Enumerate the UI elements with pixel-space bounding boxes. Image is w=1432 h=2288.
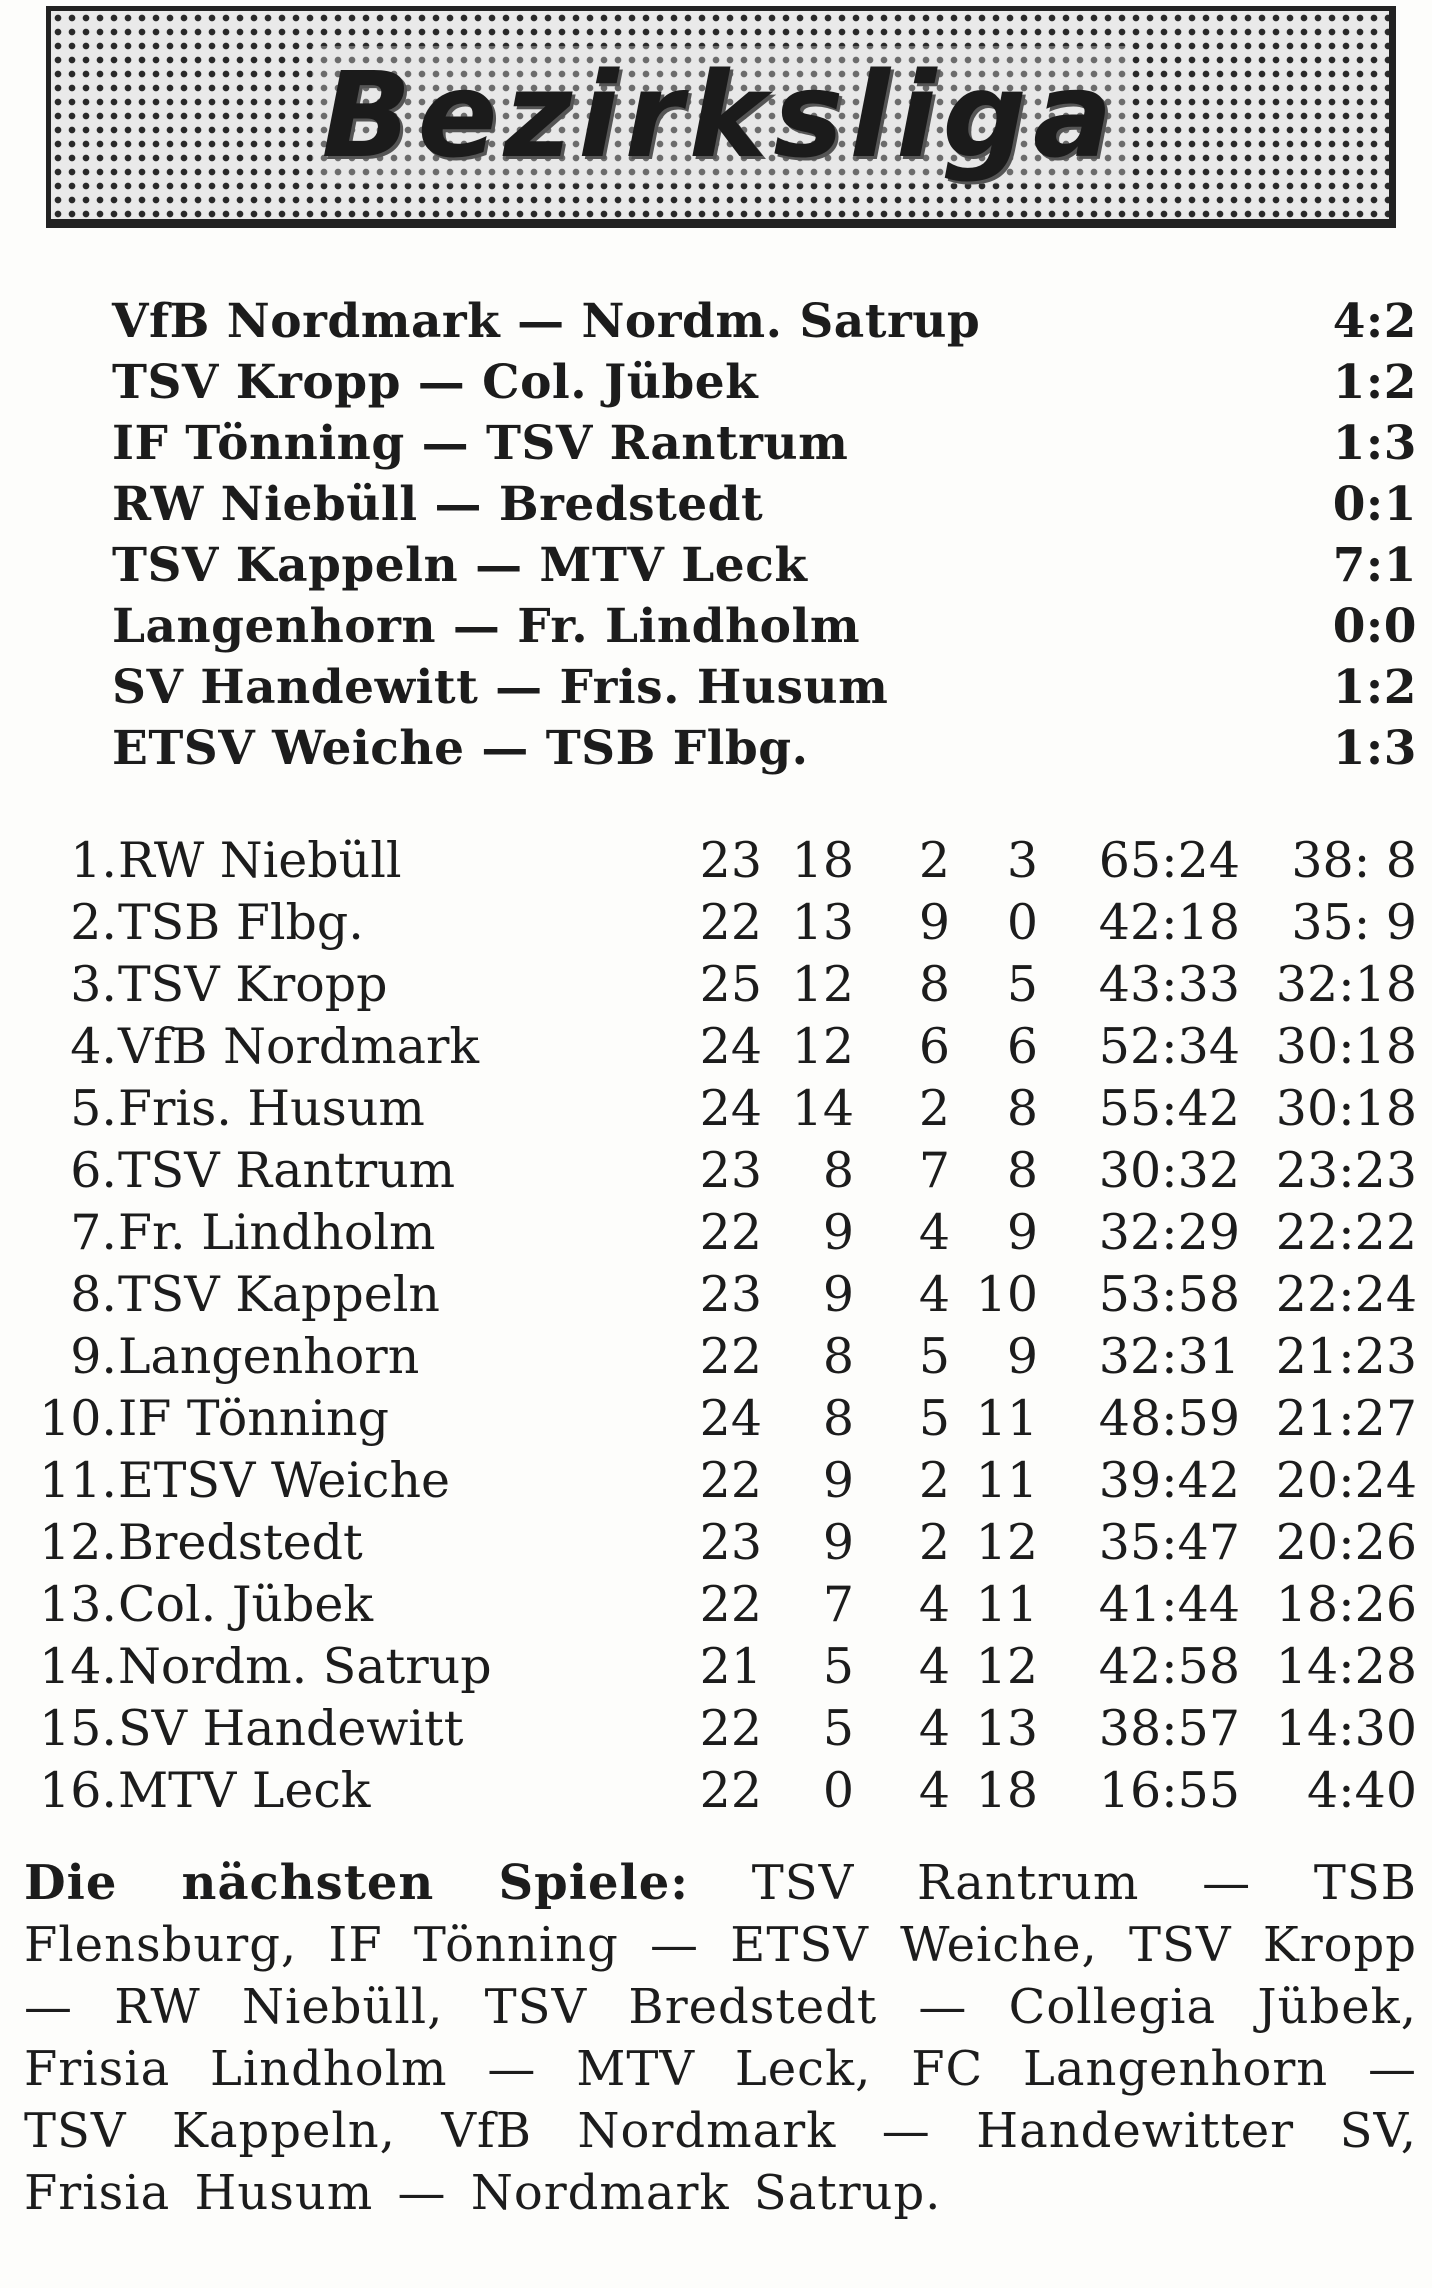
standings-row [22, 1328, 1417, 1390]
standing-wins: 9 [822, 1514, 854, 1571]
standing-team: RW Niebüll [118, 832, 402, 889]
standings-row [22, 956, 1417, 1018]
standing-points: 14:30 [1275, 1700, 1417, 1757]
standing-team: ETSV Weiche [118, 1452, 451, 1509]
standing-rank: 4. [70, 1018, 117, 1075]
standing-losses: 11 [975, 1576, 1038, 1633]
standing-points: 32:18 [1275, 956, 1417, 1013]
standing-losses: 8 [1006, 1142, 1038, 1199]
next-games-text: TSV Rantrum — TSB Flensburg, IF Tönning — ETSV Weiche, TSV Kropp — RW Niebüll, TSV Bredstedt — Collegia Jübek, Frisia Lindholm — MTV Leck, FC Langenhorn — TSV Kappeln, VfB Nordmark — Handewitter SV, Frisia Husum — Nordmark Satrup. [24, 1855, 1417, 2221]
standing-points: 22:24 [1275, 1266, 1417, 1323]
result-score: 1:2 [1332, 660, 1417, 715]
standings-row [22, 1018, 1417, 1080]
standing-losses: 11 [975, 1390, 1038, 1447]
standing-losses: 10 [975, 1266, 1038, 1323]
standing-draws: 4 [918, 1638, 950, 1695]
standing-draws: 2 [918, 1080, 950, 1137]
standing-losses: 18 [975, 1762, 1038, 1819]
standing-wins: 8 [822, 1142, 854, 1199]
standings-row [22, 1266, 1417, 1328]
standing-team: TSV Rantrum [118, 1142, 456, 1199]
standing-rank: 13. [39, 1576, 117, 1633]
standing-games: 23 [699, 832, 762, 889]
standing-rank: 14. [39, 1638, 117, 1695]
standing-goals: 16:55 [1098, 1762, 1240, 1819]
standing-goals: 30:32 [1098, 1142, 1240, 1199]
standing-games: 24 [699, 1018, 762, 1075]
standing-team: Fris. Husum [118, 1080, 425, 1137]
result-match: ETSV Weiche — TSB Flbg. [112, 721, 809, 776]
standing-rank: 8. [70, 1266, 117, 1323]
standing-rank: 11. [39, 1452, 117, 1509]
standing-goals: 55:42 [1098, 1080, 1240, 1137]
standing-games: 22 [699, 1328, 762, 1385]
standing-games: 22 [699, 1452, 762, 1509]
standing-points: 38: 8 [1291, 832, 1417, 889]
standing-goals: 41:44 [1098, 1576, 1240, 1633]
standing-games: 24 [699, 1390, 762, 1447]
standing-points: 14:28 [1275, 1638, 1417, 1695]
standing-goals: 48:59 [1098, 1390, 1240, 1447]
standing-points: 18:26 [1275, 1576, 1417, 1633]
standing-losses: 9 [1006, 1328, 1038, 1385]
standing-wins: 13 [791, 894, 854, 951]
standing-points: 30:18 [1275, 1080, 1417, 1137]
standing-points: 20:24 [1275, 1452, 1417, 1509]
standing-losses: 5 [1006, 956, 1038, 1013]
standing-points: 4:40 [1306, 1762, 1417, 1819]
standing-losses: 12 [975, 1514, 1038, 1571]
next-games-heading: Die nächsten Spiele: [24, 1855, 689, 1911]
standing-wins: 9 [822, 1266, 854, 1323]
standings-row [22, 1576, 1417, 1638]
standing-wins: 5 [822, 1700, 854, 1757]
standing-points: 21:23 [1275, 1328, 1417, 1385]
standing-draws: 8 [918, 956, 950, 1013]
standing-draws: 2 [918, 832, 950, 889]
standing-points: 35: 9 [1291, 894, 1417, 951]
standing-points: 21:27 [1275, 1390, 1417, 1447]
standing-games: 24 [699, 1080, 762, 1137]
standings-row [22, 1638, 1417, 1700]
result-row [112, 416, 1417, 477]
result-score: 0:1 [1332, 477, 1417, 532]
standing-rank: 5. [70, 1080, 117, 1137]
standing-rank: 9. [70, 1328, 117, 1385]
standing-goals: 42:18 [1098, 894, 1240, 951]
standing-rank: 10. [39, 1390, 117, 1447]
standing-rank: 3. [70, 956, 117, 1013]
standing-games: 22 [699, 1762, 762, 1819]
result-row [112, 538, 1417, 599]
result-score: 4:2 [1332, 294, 1417, 349]
standing-team: TSV Kropp [118, 956, 388, 1013]
standing-draws: 7 [918, 1142, 950, 1199]
standing-team: Langenhorn [118, 1328, 420, 1385]
standing-wins: 5 [822, 1638, 854, 1695]
standing-team: Col. Jübek [118, 1576, 374, 1633]
standing-wins: 9 [822, 1452, 854, 1509]
standing-team: Bredstedt [118, 1514, 363, 1571]
standing-wins: 7 [822, 1576, 854, 1633]
standing-draws: 5 [918, 1328, 950, 1385]
standing-goals: 42:58 [1098, 1638, 1240, 1695]
standings-row [22, 1514, 1417, 1576]
standing-losses: 9 [1006, 1204, 1038, 1261]
standing-goals: 32:31 [1098, 1328, 1240, 1385]
standing-draws: 4 [918, 1700, 950, 1757]
standings-row [22, 1390, 1417, 1452]
result-score: 1:3 [1332, 721, 1417, 776]
result-match: TSV Kappeln — MTV Leck [112, 538, 808, 593]
standing-wins: 0 [822, 1762, 854, 1819]
standing-games: 23 [699, 1266, 762, 1323]
standing-games: 23 [699, 1514, 762, 1571]
result-score: 7:1 [1332, 538, 1417, 593]
standing-team: Fr. Lindholm [118, 1204, 436, 1261]
result-match: IF Tönning — TSV Rantrum [112, 416, 849, 471]
result-row [112, 355, 1417, 416]
standing-goals: 39:42 [1098, 1452, 1240, 1509]
standings-table [22, 832, 1417, 1824]
standing-draws: 4 [918, 1204, 950, 1261]
standing-draws: 5 [918, 1390, 950, 1447]
standing-goals: 65:24 [1098, 832, 1240, 889]
standing-losses: 13 [975, 1700, 1038, 1757]
standings-row [22, 1204, 1417, 1266]
result-score: 0:0 [1332, 599, 1417, 654]
standing-draws: 2 [918, 1514, 950, 1571]
standing-team: SV Handewitt [118, 1700, 464, 1757]
standings-row [22, 1452, 1417, 1514]
standings-row [22, 1762, 1417, 1824]
standing-points: 22:22 [1275, 1204, 1417, 1261]
result-score: 1:2 [1332, 355, 1417, 410]
banner-title: Bezirksliga [312, 46, 1129, 184]
standings-row [22, 894, 1417, 956]
standing-team: TSV Kappeln [118, 1266, 440, 1323]
standing-wins: 14 [791, 1080, 854, 1137]
standing-points: 30:18 [1275, 1018, 1417, 1075]
result-score: 1:3 [1332, 416, 1417, 471]
standing-draws: 4 [918, 1576, 950, 1633]
standing-rank: 2. [70, 894, 117, 951]
standing-goals: 43:33 [1098, 956, 1240, 1013]
standing-team: VfB Nordmark [118, 1018, 480, 1075]
standing-losses: 6 [1006, 1018, 1038, 1075]
standing-goals: 38:57 [1098, 1700, 1240, 1757]
standing-losses: 3 [1006, 832, 1038, 889]
standing-games: 25 [699, 956, 762, 1013]
standing-wins: 8 [822, 1390, 854, 1447]
standing-points: 23:23 [1275, 1142, 1417, 1199]
standing-draws: 4 [918, 1266, 950, 1323]
standing-wins: 8 [822, 1328, 854, 1385]
standing-rank: 12. [39, 1514, 117, 1571]
result-row [112, 660, 1417, 721]
standing-rank: 6. [70, 1142, 117, 1199]
standing-losses: 8 [1006, 1080, 1038, 1137]
standing-wins: 12 [791, 1018, 854, 1075]
standings-row [22, 1080, 1417, 1142]
result-row [112, 294, 1417, 355]
standing-draws: 9 [918, 894, 950, 951]
standing-draws: 2 [918, 1452, 950, 1509]
result-match: Langenhorn — Fr. Lindholm [112, 599, 861, 654]
result-match: RW Niebüll — Bredstedt [112, 477, 764, 532]
match-results [112, 294, 1417, 782]
standings-row [22, 1142, 1417, 1204]
result-match: TSV Kropp — Col. Jübek [112, 355, 759, 410]
standing-wins: 9 [822, 1204, 854, 1261]
result-match: SV Handewitt — Fris. Husum [112, 660, 889, 715]
result-row [112, 599, 1417, 660]
standing-losses: 11 [975, 1452, 1038, 1509]
standings-row [22, 832, 1417, 894]
standing-games: 22 [699, 894, 762, 951]
standing-team: IF Tönning [118, 1390, 389, 1447]
standing-losses: 12 [975, 1638, 1038, 1695]
standing-rank: 16. [39, 1762, 117, 1819]
standing-games: 22 [699, 1576, 762, 1633]
section-banner [46, 6, 1396, 228]
standings-row [22, 1700, 1417, 1762]
next-games-paragraph [24, 1852, 1417, 2224]
standing-goals: 53:58 [1098, 1266, 1240, 1323]
standing-wins: 18 [791, 832, 854, 889]
standing-goals: 52:34 [1098, 1018, 1240, 1075]
standing-rank: 15. [39, 1700, 117, 1757]
result-match: VfB Nordmark — Nordm. Satrup [112, 294, 981, 349]
result-row [112, 477, 1417, 538]
standing-points: 20:26 [1275, 1514, 1417, 1571]
standing-games: 21 [699, 1638, 762, 1695]
standing-draws: 4 [918, 1762, 950, 1819]
standing-team: MTV Leck [118, 1762, 371, 1819]
standing-rank: 1. [70, 832, 117, 889]
standing-games: 23 [699, 1142, 762, 1199]
standing-team: TSB Flbg. [118, 894, 364, 951]
result-row [112, 721, 1417, 782]
standing-losses: 0 [1006, 894, 1038, 951]
standing-goals: 32:29 [1098, 1204, 1240, 1261]
standing-games: 22 [699, 1204, 762, 1261]
standing-team: Nordm. Satrup [118, 1638, 492, 1695]
standing-games: 22 [699, 1700, 762, 1757]
standing-draws: 6 [918, 1018, 950, 1075]
standing-rank: 7. [70, 1204, 117, 1261]
standing-goals: 35:47 [1098, 1514, 1240, 1571]
standing-wins: 12 [791, 956, 854, 1013]
